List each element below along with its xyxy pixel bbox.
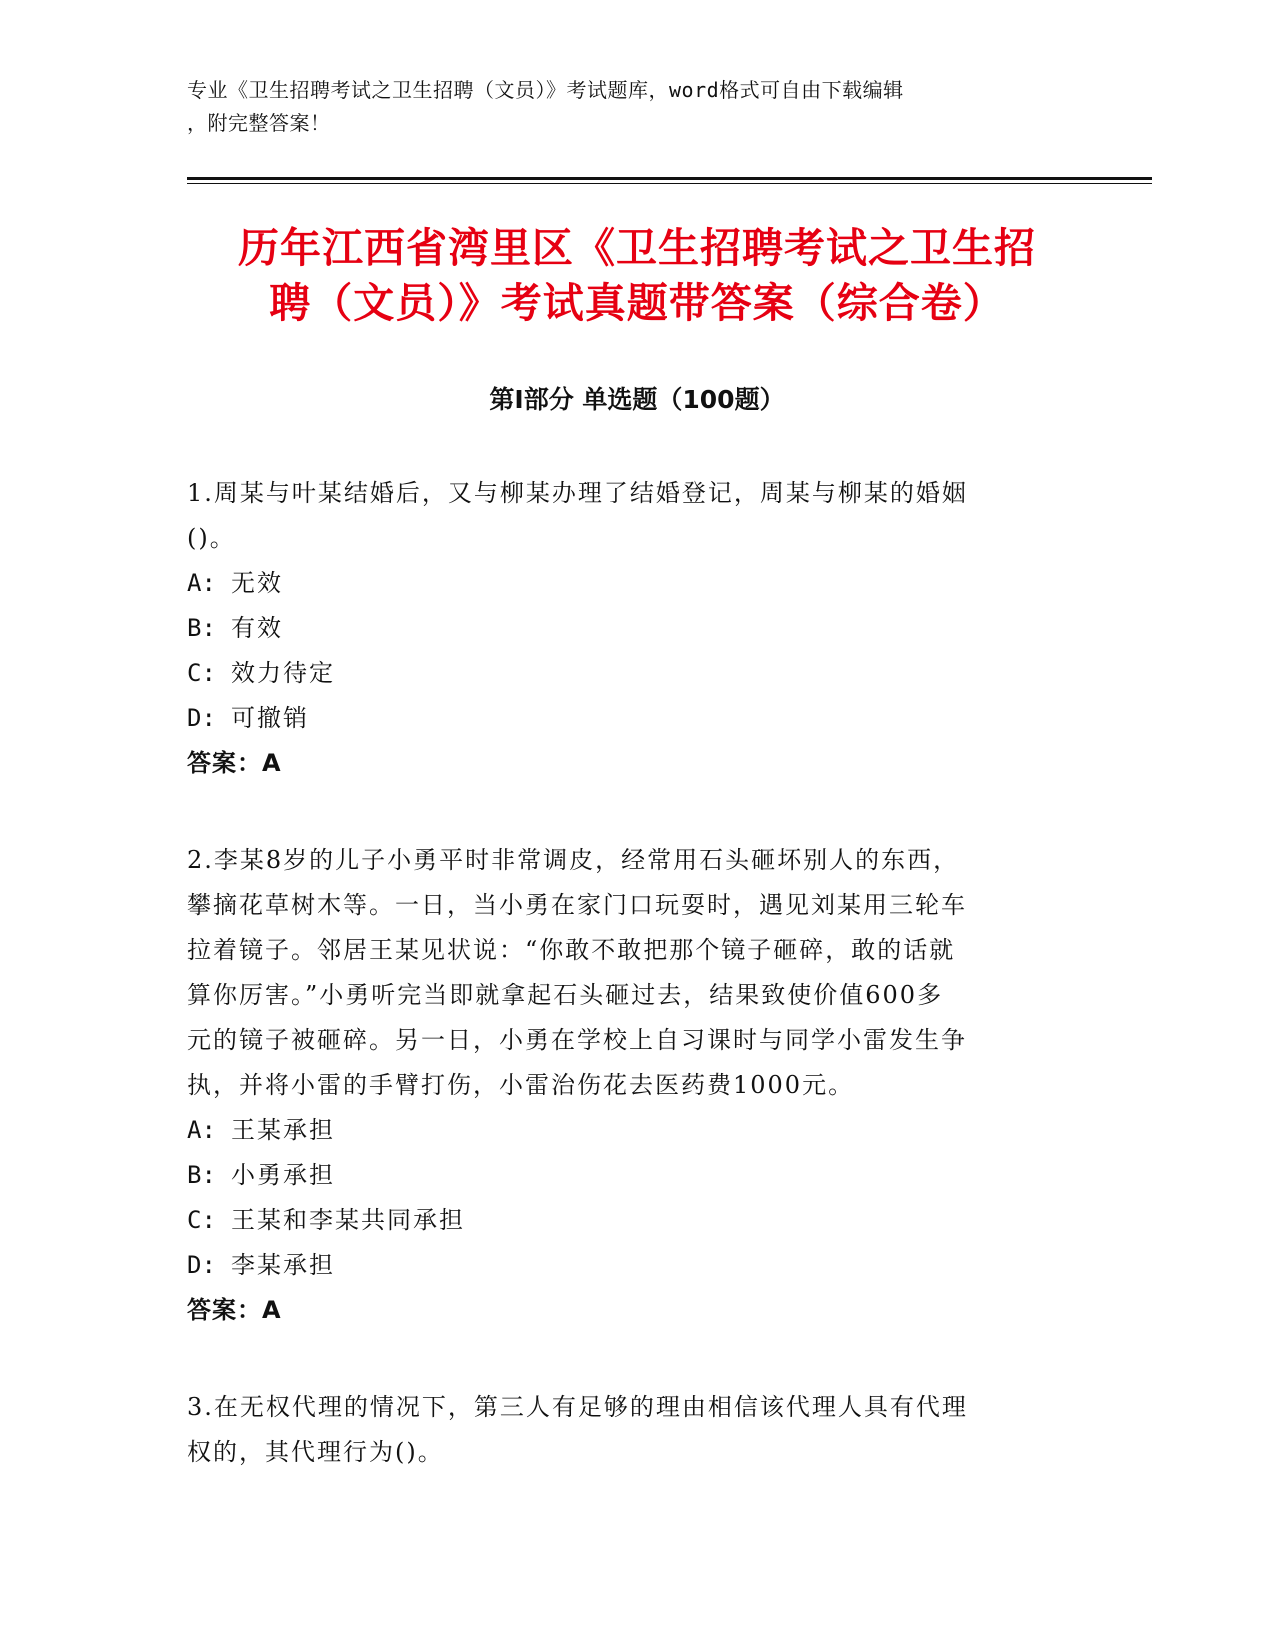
option-text: 王某和李某共同承担	[231, 1206, 465, 1234]
answer-label: 答案：A	[187, 749, 282, 777]
question-item	[187, 471, 1067, 786]
option-a	[187, 561, 1067, 606]
header-note	[187, 74, 1087, 140]
question-stem-line: 拉着镜子。邻居王某见状说：“你敢不敢把那个镜子砸碎，敢的话就	[187, 936, 956, 964]
option-text: 效力待定	[231, 659, 335, 687]
header-note-line: ，附完整答案！	[187, 111, 331, 135]
document-title-line: 历年江西省湾里区《卫生招聘考试之卫生招	[238, 224, 1036, 272]
option-d	[187, 1243, 1067, 1288]
question-stem-line: 算你厉害。”小勇听完当即就拿起石头砸过去，结果致使价值600多	[187, 981, 944, 1009]
option-key: A:	[187, 569, 216, 597]
question-stem-line: 2.李某8岁的儿子小勇平时非常调皮，经常用石头砸坏别人的东西，	[187, 846, 960, 874]
option-text: 无效	[231, 569, 283, 597]
option-key: B:	[187, 1161, 216, 1189]
option-key: A:	[187, 1116, 216, 1144]
question-stem-line: 3.在无权代理的情况下，第三人有足够的理由相信该代理人具有代理	[187, 1393, 968, 1421]
option-c	[187, 1198, 1067, 1243]
option-key: B:	[187, 614, 216, 642]
question-item	[187, 838, 1067, 1333]
header-divider-thin	[187, 183, 1152, 184]
option-key: C:	[187, 659, 216, 687]
option-b	[187, 606, 1067, 651]
option-a	[187, 1108, 1067, 1153]
option-text: 小勇承担	[231, 1161, 335, 1189]
question-stem-line: 执，并将小雷的手臂打伤，小雷治伤花去医药费1000元。	[187, 1071, 855, 1099]
option-text: 可撤销	[231, 704, 309, 732]
question-stem-line: 1.周某与叶某结婚后，又与柳某办理了结婚登记，周某与柳某的婚姻	[187, 479, 968, 507]
option-text: 有效	[231, 614, 283, 642]
question-stem-line: 权的，其代理行为()。	[187, 1438, 444, 1466]
option-d	[187, 696, 1067, 741]
option-b	[187, 1153, 1067, 1198]
question-stem-line: 攀摘花草树木等。一日，当小勇在家门口玩耍时，遇见刘某用三轮车	[187, 891, 967, 919]
question-stem-line: 元的镜子被砸碎。另一日，小勇在学校上自习课时与同学小雷发生争	[187, 1026, 967, 1054]
option-key: D:	[187, 704, 216, 732]
option-key: C:	[187, 1206, 216, 1234]
document-title-line: 聘（文员）》考试真题带答案（综合卷）	[269, 279, 1005, 327]
section-title: 第Ⅰ部分 单选题（100题）	[489, 385, 785, 414]
answer-label: 答案：A	[187, 1296, 282, 1324]
option-text: 王某承担	[231, 1116, 335, 1144]
header-note-line: 专业《卫生招聘考试之卫生招聘（文员）》考试题库，word格式可自由下载编辑	[187, 78, 904, 102]
document-title	[187, 221, 1087, 331]
header-divider-thick	[187, 177, 1152, 180]
option-c	[187, 651, 1067, 696]
question-item	[187, 1385, 1067, 1475]
question-stem-line: ()。	[187, 524, 236, 552]
option-text: 李某承担	[231, 1251, 335, 1279]
option-key: D:	[187, 1251, 216, 1279]
